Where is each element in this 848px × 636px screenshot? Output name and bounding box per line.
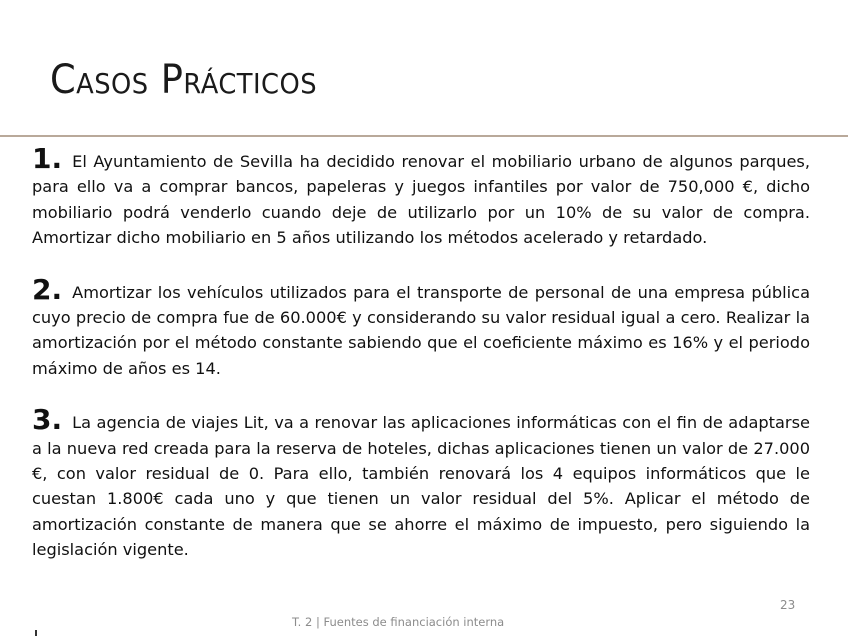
exercise-1 <box>32 142 810 251</box>
exercise-number: 3. <box>32 403 63 437</box>
title-divider <box>0 135 848 137</box>
exercise-text: Amortizar los vehículos utilizados para el transporte de personal de una empresa pública cuyo precio de compra fue de 60.000€ y considerando su valor residual igual a cero. Realizar la amortización por el método constante sabiendo que el coeficiente máximo es 16% y el periodo máximo de años es 14. <box>32 282 810 378</box>
exercise-2 <box>32 272 810 382</box>
exercise-number: 1. <box>32 142 63 175</box>
slide-footer: T. 2 | Fuentes de financiación interna <box>292 615 505 629</box>
exercise-text: El Ayuntamiento de Sevilla ha decidido renovar el mobiliario urbano de algunos parques, para ello va a comprar bancos, papeleras y juegos infantiles por valor de 750,000 €, dicho mobiliario podrá venderlo cuando deje de utilizarlo por un 10% de su valor de compra. Amortizar dicho mobiliario en 5 años utilizando los métodos acelerado y retardado. <box>32 152 810 248</box>
page-number: 23 <box>780 598 796 612</box>
exercise-3 <box>32 403 810 562</box>
exercise-list <box>32 142 810 589</box>
exercise-text: La agencia de viajes Lit, va a renovar las aplicaciones informáticas con el fin de adaptarse a la nueva red creada para la reserva de hoteles, dichas aplicaciones tienen un valor de 27.000 €, con valor residual de 0. Para ello, también renovará los 4 equipos informáticos que le cuestan 1.800€ cada uno y que tienen un valor residual del 5%. Aplicar el método de amortización constante de manera que se ahorre el máximo de impuesto, pero siguiendo la legislación vigente. <box>32 413 810 560</box>
slide-title: Casos Prácticos <box>50 57 318 103</box>
stray-mark <box>35 630 37 636</box>
exercise-number: 2. <box>32 272 63 306</box>
